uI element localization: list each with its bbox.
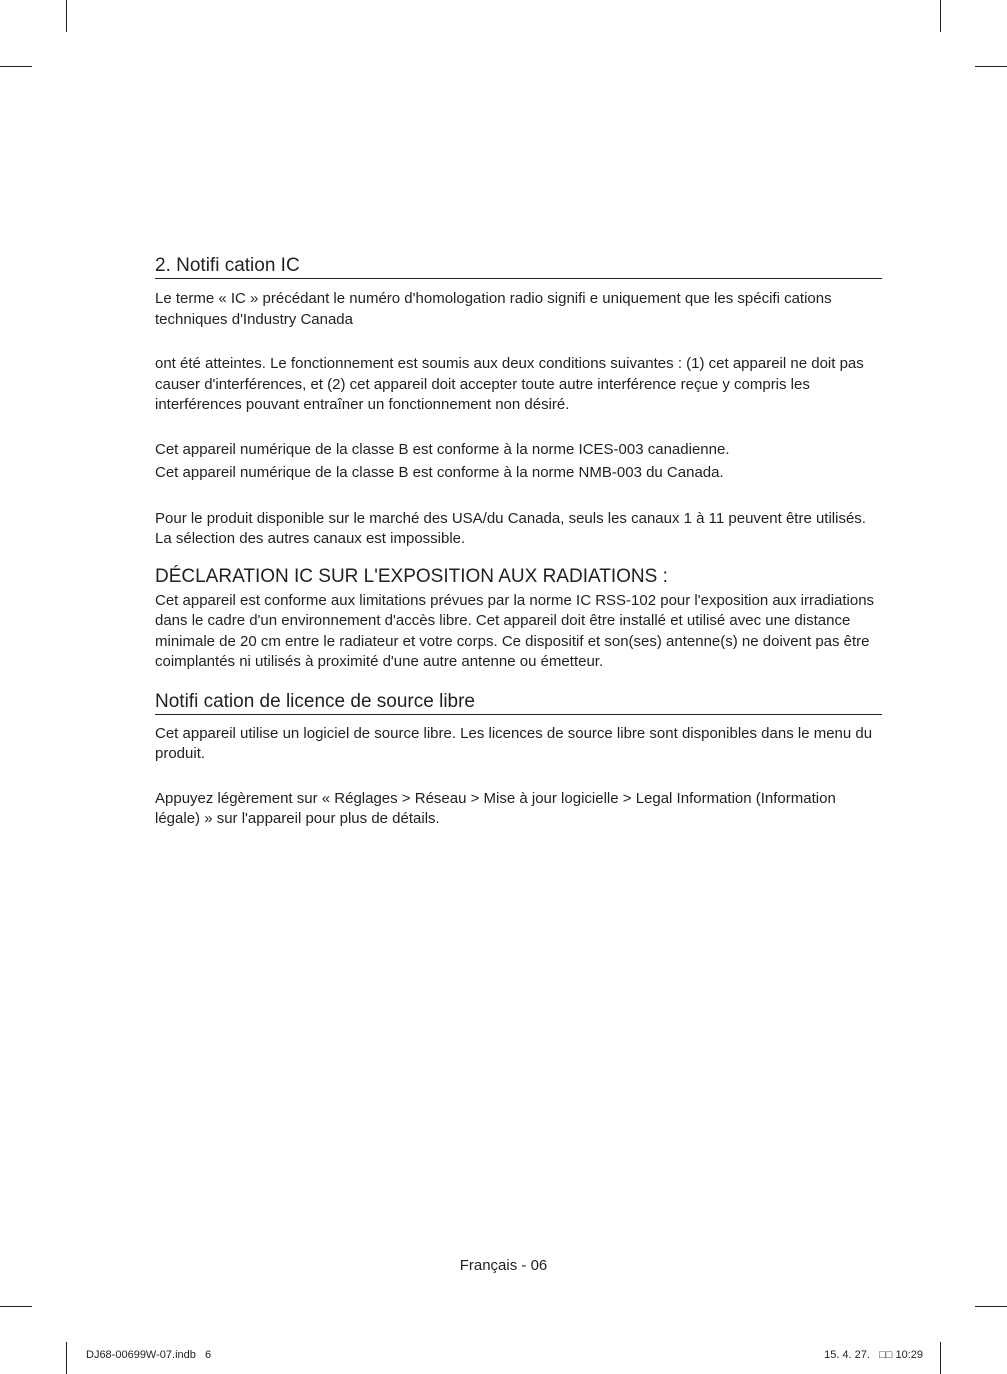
page-number: Français - 06	[459, 1257, 548, 1274]
crop-mark	[66, 0, 67, 32]
print-slug-date: 15. 4. 27. □□ 10:29	[824, 1349, 923, 1361]
crop-mark	[940, 0, 941, 32]
ic-paragraph-2: ont été atteintes. Le fonctionnement est soumis aux deux conditions suivantes : (1) cet appareil ne doit pas causer d'interférences, et (2) cet appareil doit accepter toute autre interférence reçue y compris les interférences pouvant entraîner un fonctionnement non désiré.	[155, 355, 864, 413]
crop-mark	[975, 1306, 1007, 1307]
section-title-open-source: Notifi cation de licence de source libre	[155, 690, 882, 715]
crop-mark	[940, 1342, 941, 1374]
print-slug-file: DJ68-00699W-07.indb 6	[86, 1349, 212, 1361]
section-title-radiation: DÉCLARATION IC SUR L'EXPOSITION AUX RADIATIONS :	[155, 565, 668, 587]
crop-mark	[66, 1342, 67, 1374]
ic-paragraph-ices: Cet appareil numérique de la classe B est conforme à la norme ICES-003 canadienne.	[155, 440, 730, 458]
ic-paragraph-nmb: Cet appareil numérique de la classe B est conforme à la norme NMB-003 du Canada.	[155, 464, 724, 481]
document-body	[155, 254, 882, 830]
crop-mark	[975, 66, 1007, 67]
open-source-paragraph-1: Cet appareil utilise un logiciel de source libre. Les licences de source libre sont disponibles dans le menu du produit.	[155, 724, 873, 762]
radiation-paragraph: Cet appareil est conforme aux limitations prévues par la norme IC RSS-102 pour l'exposition aux irradiations dans le cadre d'un environnement d'accès libre. Cet appareil doit être installé et utilisé avec une distance minimale de 20 cm entre le radiateur et votre corps. Ce dispositif et son(ses) antenne(s) ne doivent pas être coimplantés ni utilisés à proximité d'une autre antenne ou émetteur.	[155, 591, 875, 670]
open-source-paragraph-2: Appuyez légèrement sur « Réglages > Réseau > Mise à jour logicielle > Legal Information (Information légale) » sur l'appareil pour plus de détails.	[155, 789, 836, 827]
crop-mark	[0, 1306, 32, 1307]
ic-paragraph-1: Le terme « IC » précédant le numéro d'homologation radio signifi e uniquement que les spécifi cations techniques d'Industry Canada	[155, 290, 832, 328]
ic-paragraph-channels: Pour le produit disponible sur le marché des USA/du Canada, seuls les canaux 1 à 11 peuvent être utilisés. La sélection des autres canaux est impossible.	[155, 509, 866, 547]
section-title-ic: 2. Notifi cation IC	[155, 254, 882, 279]
crop-mark	[0, 66, 32, 67]
